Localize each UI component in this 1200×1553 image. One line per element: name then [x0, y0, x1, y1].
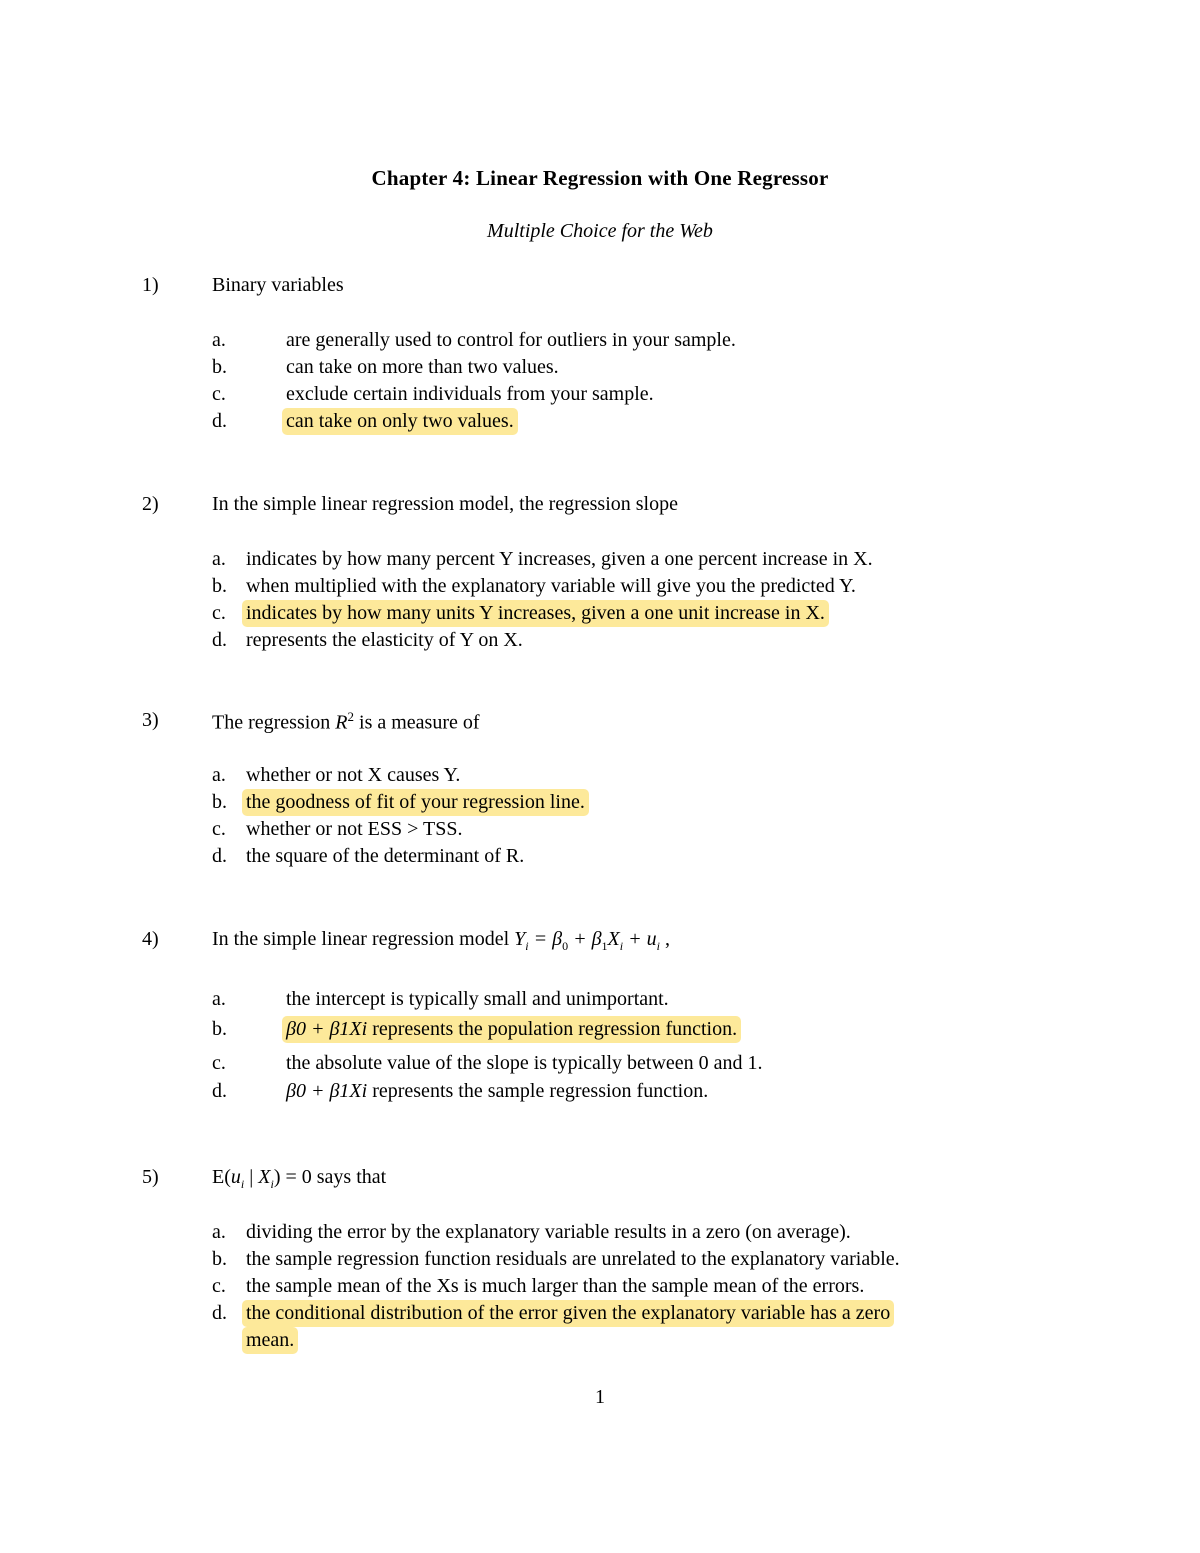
option-5c: c. the sample mean of the Xs is much larger than the sample mean of the errors.: [212, 1275, 865, 1297]
option-3c: c. whether or not ESS > TSS.: [212, 818, 463, 840]
option-5a: a. dividing the error by the explanatory variable results in a zero (on average).: [212, 1221, 851, 1243]
option-2d: d. represents the elasticity of Y on X.: [212, 629, 523, 651]
option-2a: a. indicates by how many percent Y increases, given a one percent increase in X.: [212, 548, 873, 570]
option-2b: b. when multiplied with the explanatory variable will give you the predicted Y.: [212, 575, 856, 597]
chapter-title: Chapter 4: Linear Regression with One Regressor: [371, 166, 829, 190]
option-4b-highlighted: b. β0 + β1Xi represents the population regression function.: [212, 1016, 741, 1043]
page-number: 1: [595, 1386, 605, 1408]
option-1a: a. are generally used to control for outliers in your sample.: [212, 329, 736, 351]
option-1c: c. exclude certain individuals from your sample.: [212, 383, 654, 405]
question-number: 1): [142, 274, 159, 296]
answer-highlight: the conditional distribution of the error given the explanatory variable has a zero: [242, 1300, 894, 1327]
question-number: 2): [142, 493, 159, 515]
option-5d-continuation: [242, 1327, 298, 1354]
chapter-subtitle: Multiple Choice for the Web: [487, 220, 713, 242]
answer-highlight: indicates by how many units Y increases, given a one unit increase in X.: [242, 600, 829, 627]
question-number: 5): [142, 1166, 159, 1188]
answer-highlight: the goodness of fit of your regression line.: [242, 789, 589, 816]
option-3b-highlighted: b. the goodness of fit of your regression line.: [212, 789, 589, 816]
option-1b: b. can take on more than two values.: [212, 356, 559, 378]
question-text: In the simple linear regression model $Y_i = \beta_0 + \beta_1X_i + u_i$ ,: [212, 928, 670, 953]
option-5d-highlighted: d. the conditional distribution of the error given the explanatory variable has a zero: [212, 1300, 894, 1327]
option-4c: c. the absolute value of the slope is typically between 0 and 1.: [212, 1052, 763, 1074]
option-4d: d. β0 + β1Xi represents the sample regression function.: [212, 1080, 709, 1102]
option-1d-highlighted: d. can take on only two values.: [212, 408, 518, 435]
option-4a: a. the intercept is typically small and unimportant.: [212, 988, 669, 1010]
answer-highlight: can take on only two values.: [282, 408, 518, 435]
question-text: $E(u_i$ | $X_i) = 0$ says that: [212, 1166, 387, 1191]
option-3d: d. the square of the determinant of R.: [212, 845, 525, 867]
question-text: Binary variables: [212, 274, 344, 296]
option-3a: a. whether or not X causes Y.: [212, 764, 461, 786]
answer-highlight: mean.: [242, 1327, 298, 1354]
answer-highlight: β0 + β1Xi represents the population regression function.: [282, 1016, 741, 1043]
question-text: The regression $R^2$ is a measure of: [212, 709, 480, 734]
question-number: 4): [142, 928, 159, 950]
question-text: In the simple linear regression model, the regression slope: [212, 493, 678, 515]
option-5b: b. the sample regression function residuals are unrelated to the explanatory variable.: [212, 1248, 900, 1270]
question-number: 3): [142, 709, 159, 731]
option-2c-highlighted: c. indicates by how many units Y increases, given a one unit increase in X.: [212, 600, 829, 627]
